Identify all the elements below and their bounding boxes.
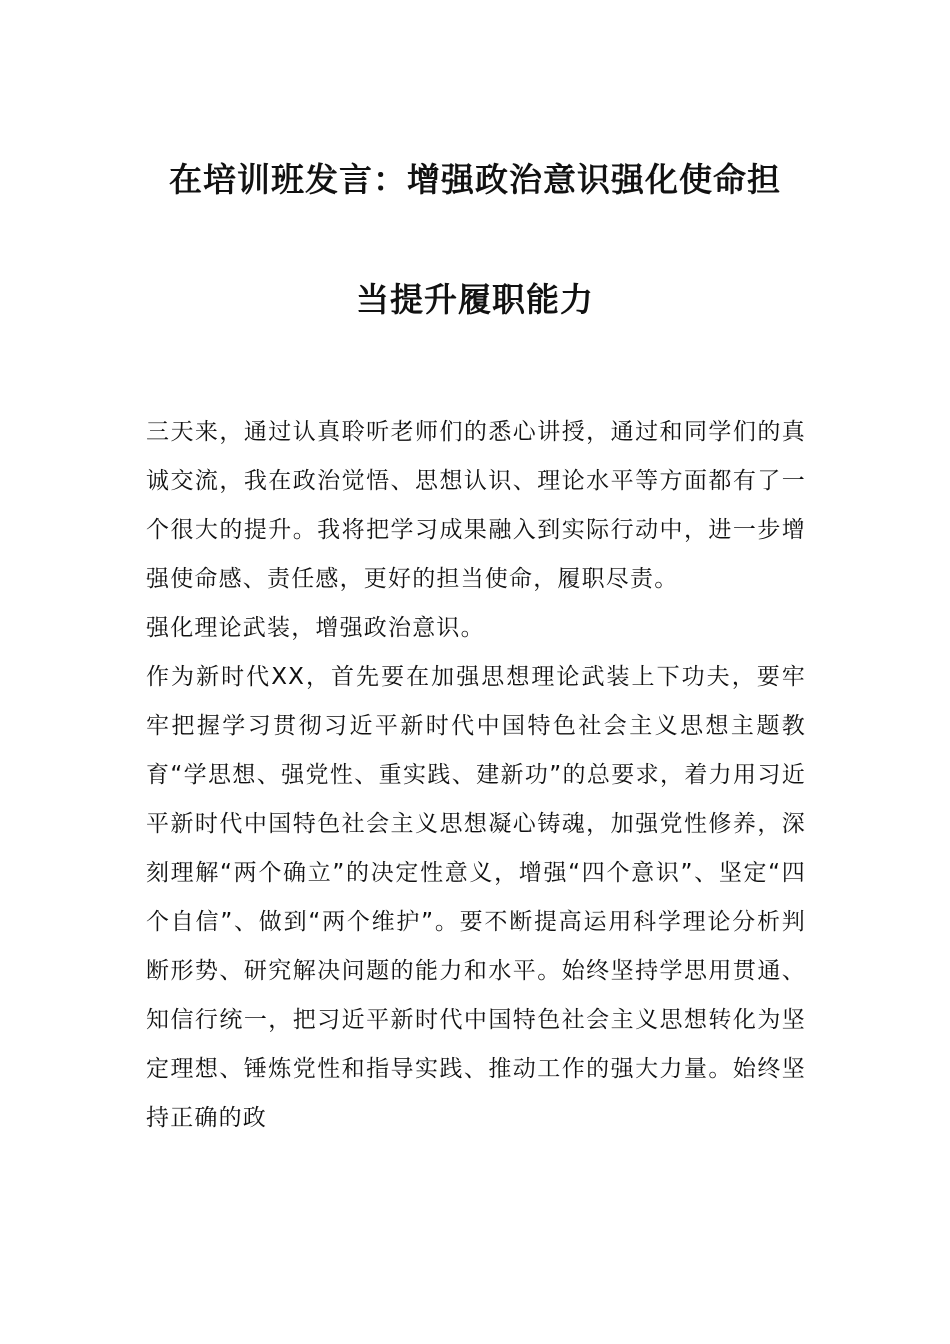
paragraph-theory: 作为新时代XX，首先要在加强思想理论武装上下功夫，要牢牢把握学习贯彻习近平新时代中国特色社会主义思想主题教育“学思想、强党性、重实践、建新功”的总要求，着力用习近平新时代中国特色社会主义思想凝心铸魂，加强党性修养，深刻理解“两个确立”的决定性意义，增强“四个意识”、坚定“四个自信”、做到“两个维护”。要不断提高运用科学理论分析判断形势、研究解决问题的能力和水平。始终坚持学思用贯通、知信行统一，把习近平新时代中国特色社会主义思想转化为坚定理想、锤炼党性和指导实践、推动工作的强大力量。始终坚持正确的政	[146, 664, 806, 1131]
document-body	[146, 408, 806, 1143]
document-title-line-2: 当提升履职能力	[356, 280, 594, 319]
paragraph-intro: 三天来，通过认真聆听老师们的悉心讲授，通过和同学们的真诚交流，我在政治觉悟、思想认识、理论水平等方面都有了一个很大的提升。我将把学习成果融入到实际行动中，进一步增强使命感、责任感，更好的担当使命，履职尽责。	[146, 419, 806, 592]
document-title-line-1: 在培训班发言：增强政治意识强化使命担	[169, 160, 781, 199]
paragraph-heading-1: 强化理论武装，增强政治意识。	[146, 615, 485, 641]
